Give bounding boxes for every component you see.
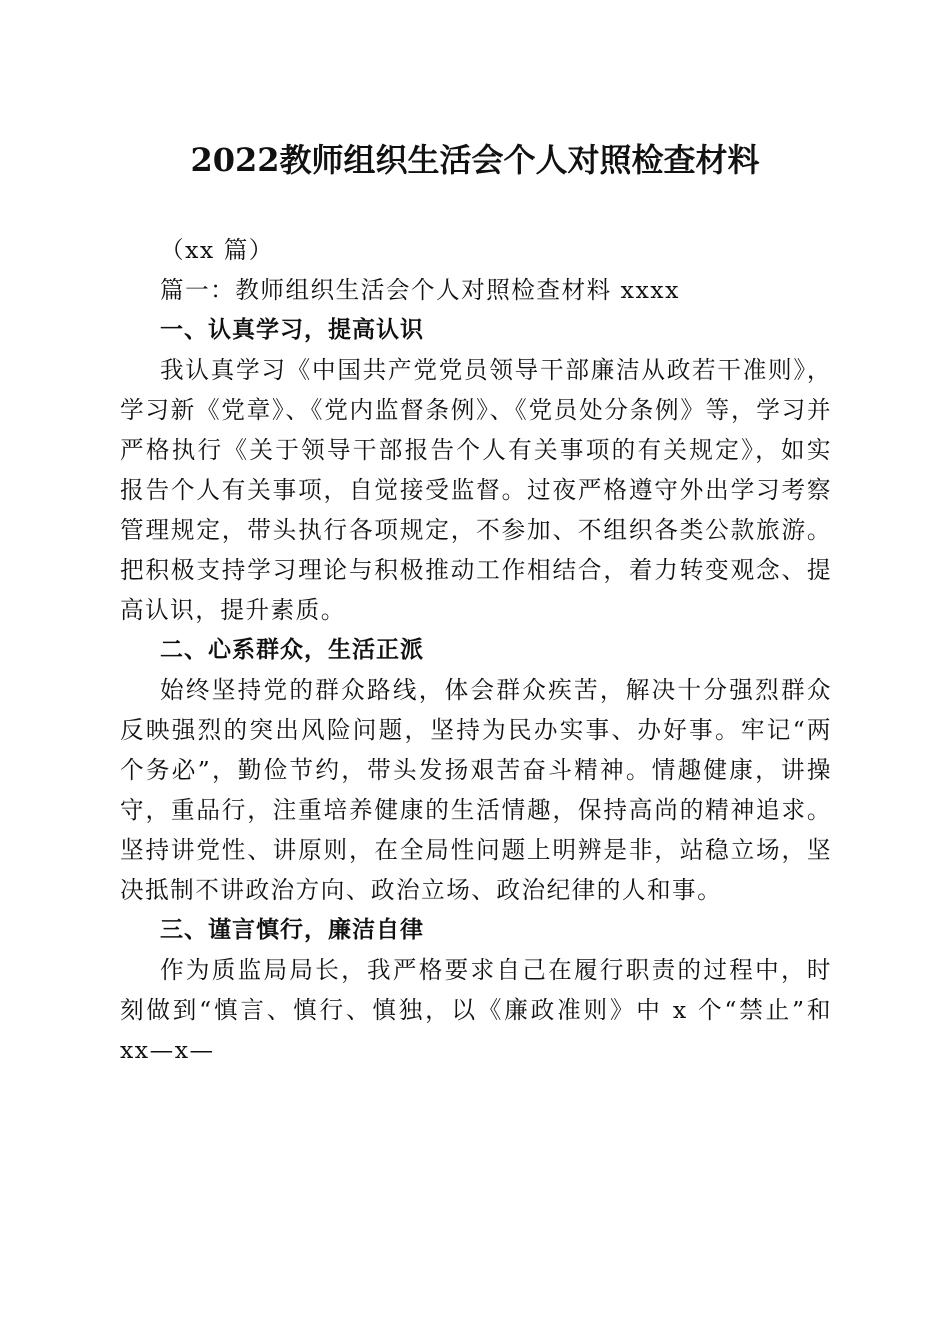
document-body bbox=[120, 230, 832, 1070]
chapter-line: 篇一：教师组织生活会个人对照检查材料 xxxx bbox=[160, 276, 680, 304]
section-paragraph-1: 我认真学习《中国共产党党员领导干部廉洁从政若干准则》，学习新《党章》、《党内监督条例》、《党员处分条例》等，学习并严格执行《关于领导干部报告个人有关事项的有关规定》，如实报告个人有关事项，自觉接受监督。过夜严格遵守外出学习考察管理规定，带头执行各项规定，不参加、不组织各类公款旅游。把积极支持学习理论与积极推动工作相结合，着力转变观念、提高认识，提升素质。 bbox=[120, 356, 832, 624]
section-heading-3: 三、谨言慎行，廉洁自律 bbox=[160, 917, 424, 943]
section-paragraph-2: 始终坚持党的群众路线，体会群众疾苦，解决十分强烈群众反映强烈的突出风险问题，坚持为民办实事、办好事。牢记“两个务必”，勤俭节约，带头发扬艰苦奋斗精神。情趣健康，讲操守，重品行，注重培养健康的生活情趣，保持高尚的精神追求。坚持讲党性、讲原则，在全局性问题上明辨是非，站稳立场，坚决抵制不讲政治方向、政治立场、政治纪律的人和事。 bbox=[120, 676, 832, 904]
section-paragraph-3: 作为质监局局长，我严格要求自己在履行职责的过程中，时刻做到“慎言、慎行、慎独，以《廉政准则》中 x 个“禁止”和 xx—x— bbox=[120, 956, 832, 1064]
section-heading-2: 二、心系群众，生活正派 bbox=[160, 637, 424, 663]
document-title: 2022教师组织生活会个人对照检查材料 bbox=[190, 141, 760, 179]
section-heading-1: 一、认真学习，提高认识 bbox=[160, 317, 424, 343]
document-subtitle: （xx 篇） bbox=[160, 236, 274, 264]
